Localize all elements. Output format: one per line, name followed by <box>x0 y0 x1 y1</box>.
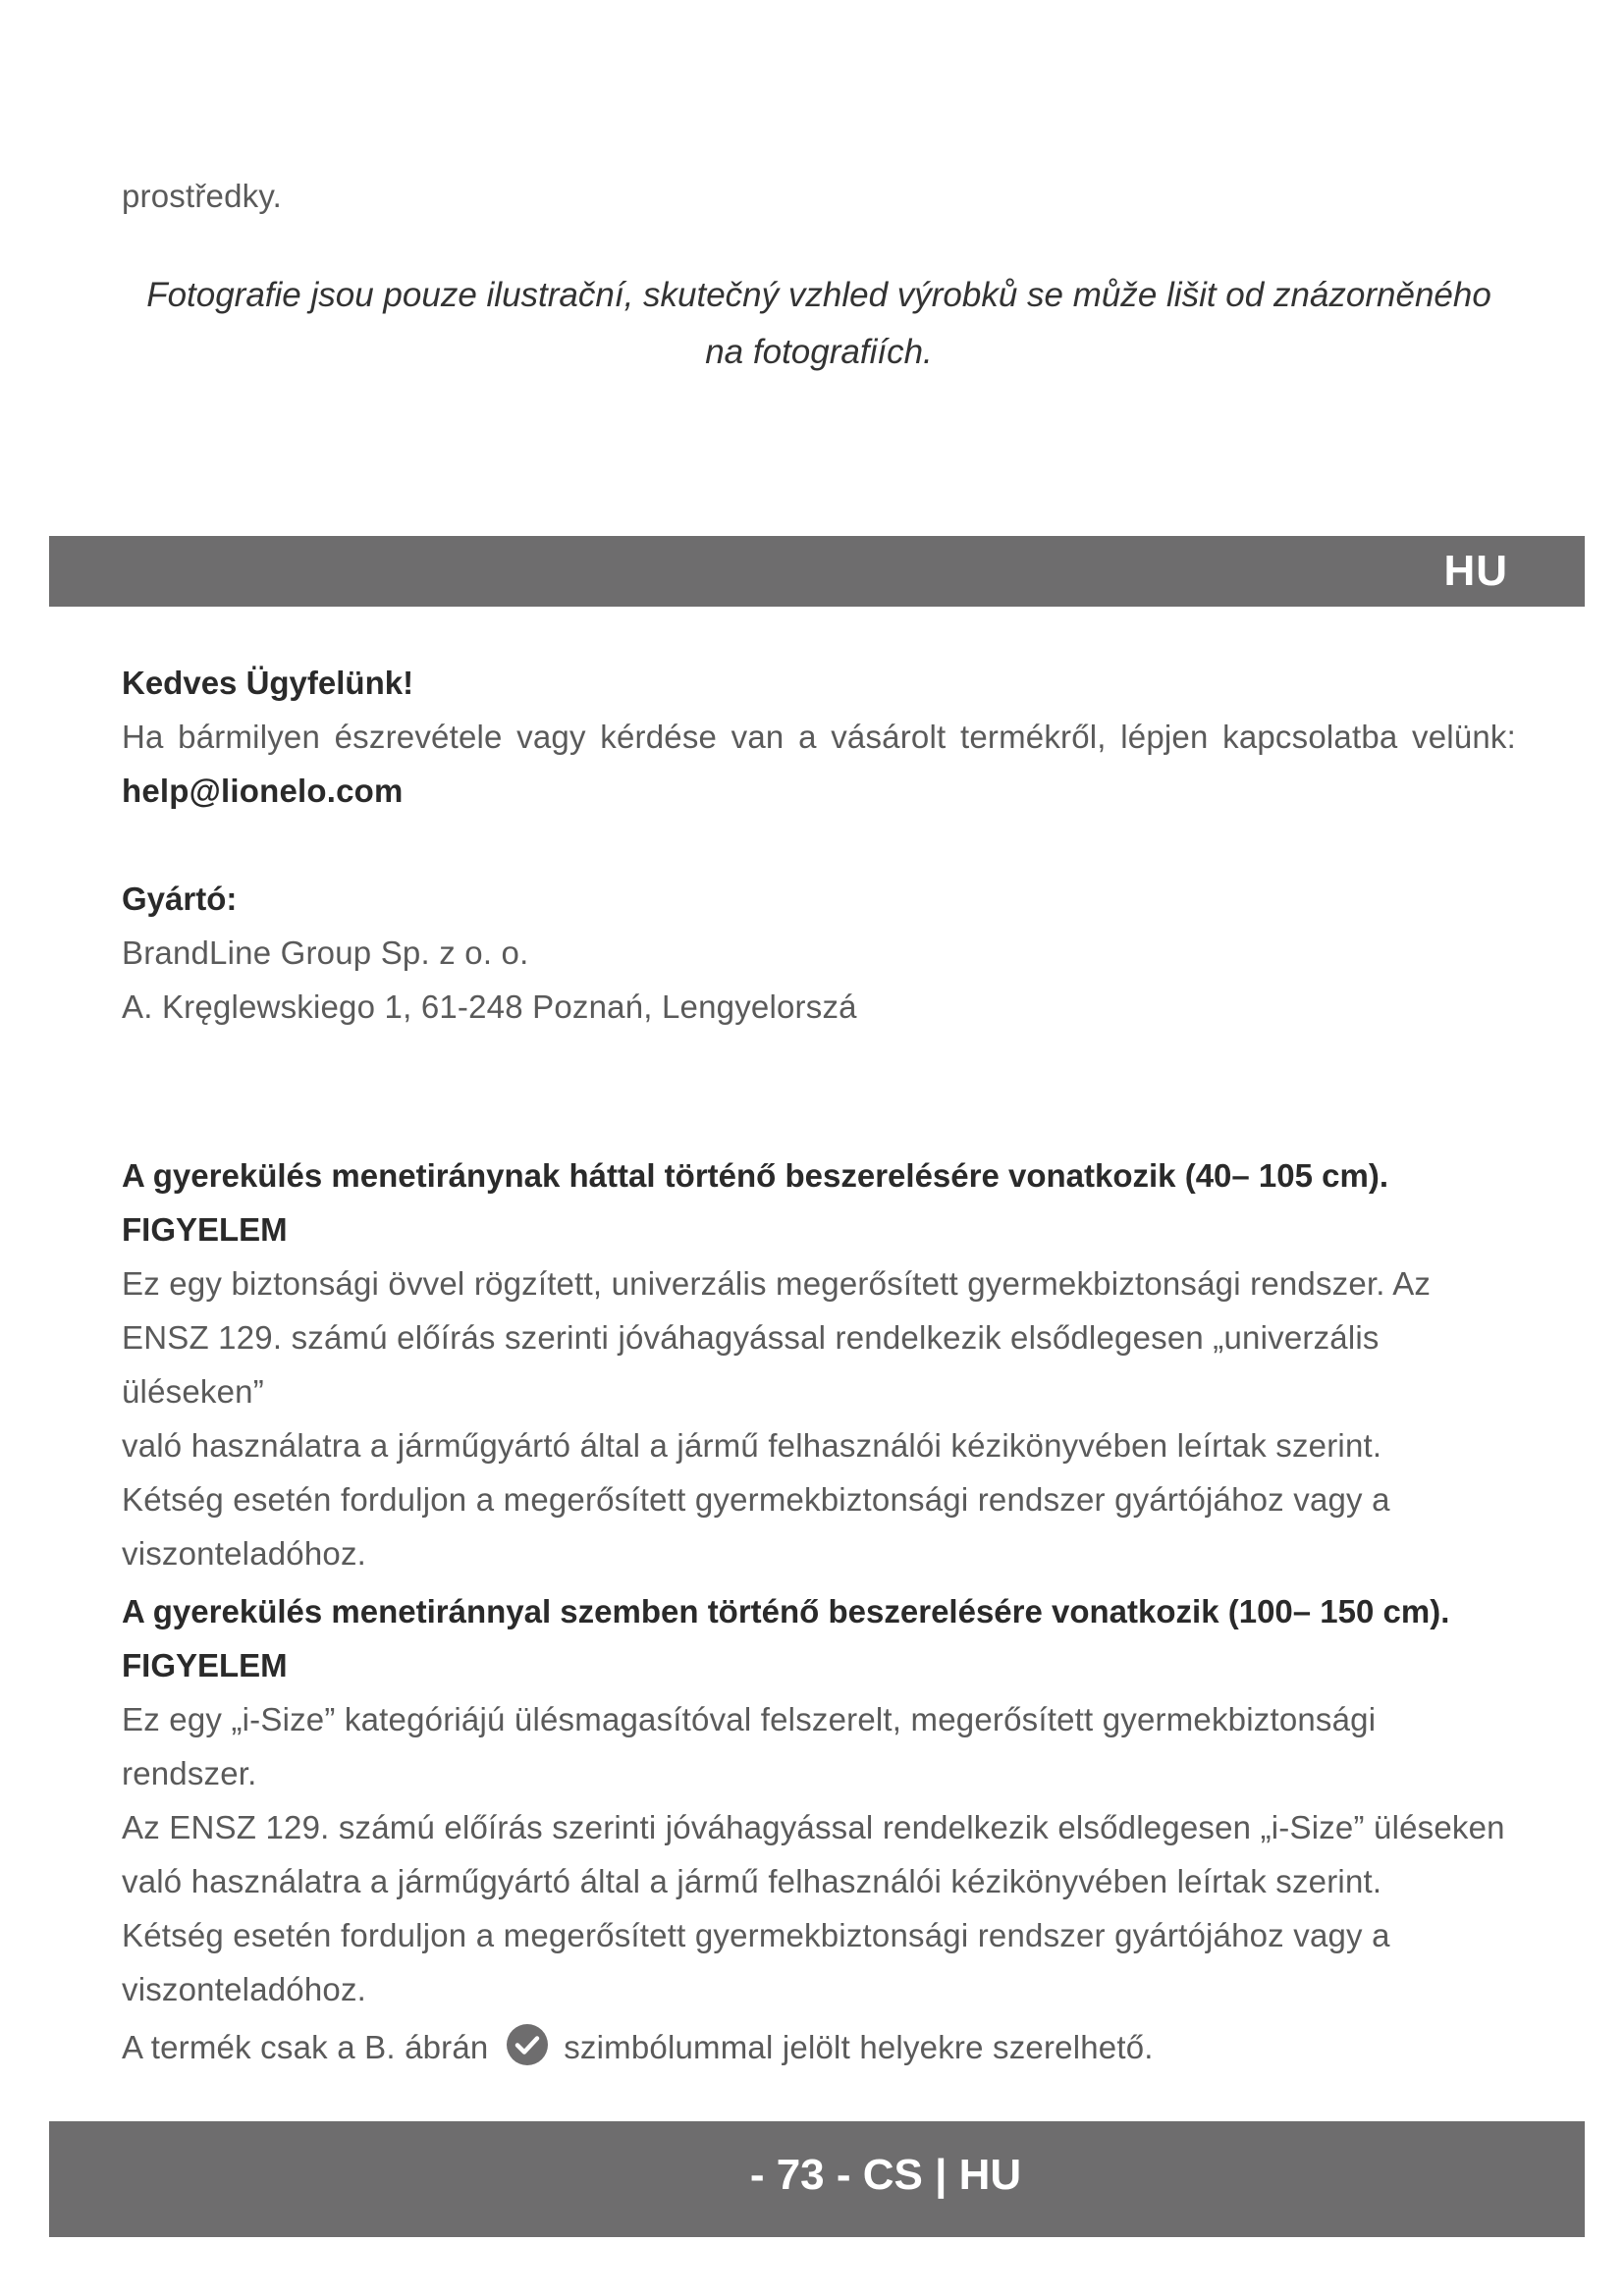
manufacturer-name: BrandLine Group Sp. z o. o. <box>122 934 529 971</box>
forward-facing-warning: FIGYELEM <box>122 1647 288 1683</box>
language-section-band <box>49 536 1585 607</box>
photo-disclaimer-line-2: na fotografiích. <box>705 333 933 371</box>
greeting-section <box>122 656 1516 818</box>
check-circle-icon <box>506 2023 549 2066</box>
placement-text-after: szimbólummal jelölt helyekre szerelhető. <box>564 2029 1154 2065</box>
forward-facing-line-3: való használatra a járműgyártó által a jármű felhasználói kézikönyvében leírtak szerint. <box>122 1863 1382 1899</box>
manufacturer-title: Gyártó: <box>122 881 238 917</box>
page-number-label: - 73 - CS | HU <box>749 2151 1022 2199</box>
support-email-link[interactable]: help@lionelo.com <box>122 773 404 809</box>
rear-facing-warning: FIGYELEM <box>122 1211 288 1248</box>
forward-facing-line-2: Az ENSZ 129. számú előírás szerinti jóváhagyással rendelkezik elsődlegesen „i-Size” üléseken <box>122 1809 1505 1845</box>
photo-disclaimer <box>122 267 1516 381</box>
placement-note <box>122 2020 1516 2074</box>
photo-disclaimer-line-1: Fotografie jsou pouze ilustrační, skutečný vzhled výrobků se může lišit od znázorněného <box>146 276 1491 314</box>
forward-facing-section <box>122 1584 1516 2016</box>
placement-text-before: A termék csak a B. ábrán <box>122 2029 489 2065</box>
language-code-label: HU <box>1443 547 1508 595</box>
rear-facing-line-1: Ez egy biztonsági övvel rögzített, univerzális megerősített gyermekbiztonsági rendszer. Az <box>122 1265 1432 1302</box>
greeting-text <box>122 710 1516 818</box>
rear-facing-section <box>122 1148 1516 1580</box>
greeting-title: Kedves Ügyfelünk! <box>122 665 414 701</box>
rear-facing-heading: A gyerekülés menetiránynak háttal történő beszerelésére vonatkozik (40– 105 cm). <box>122 1157 1388 1194</box>
rear-facing-line-5: viszonteladóhoz. <box>122 1535 367 1572</box>
forward-facing-line-4: Kétség esetén forduljon a megerősített gyermekbiztonsági rendszer gyártójához vagy a <box>122 1917 1390 1953</box>
manufacturer-address: A. Kręglewskiego 1, 61-248 Poznań, Lengyelorszá <box>122 988 857 1025</box>
forward-facing-line-1: Ez egy „i-Size” kategóriájú ülésmagasítóval felszerelt, megerősített gyermekbiztonsági rendszer. <box>122 1701 1377 1791</box>
forward-facing-line-5: viszonteladóhoz. <box>122 1971 367 2007</box>
rear-facing-line-2: ENSZ 129. számú előírás szerinti jóváhagyással rendelkezik elsődlegesen „univerzális üléseken” <box>122 1319 1380 1410</box>
forward-facing-heading: A gyerekülés menetiránnyal szemben történő beszerelésére vonatkozik (100– 150 cm). <box>122 1593 1450 1629</box>
continuation-text <box>122 169 1516 223</box>
rear-facing-line-3: való használatra a járműgyártó által a jármű felhasználói kézikönyvében leírtak szerint. <box>122 1427 1382 1464</box>
manufacturer-section <box>122 872 1516 1034</box>
page-footer-band <box>49 2121 1585 2237</box>
greeting-body: Ha bármilyen észrevétele vagy kérdése van a vásárolt termékről, lépjen kapcsolatba velünk: <box>122 719 1516 755</box>
continuation-word: prostředky. <box>122 178 282 214</box>
rear-facing-line-4: Kétség esetén forduljon a megerősített gyermekbiztonsági rendszer gyártójához vagy a <box>122 1481 1390 1518</box>
